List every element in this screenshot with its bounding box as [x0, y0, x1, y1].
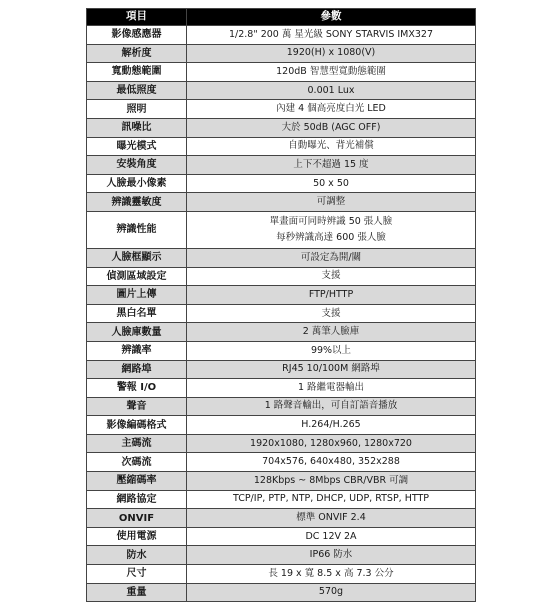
- spec-label: 訊噪比: [87, 118, 187, 137]
- header-item: 項目: [87, 9, 187, 26]
- spec-value: [187, 434, 476, 453]
- spec-value-line: 長 19 x 寬 8.5 x 高 7.3 公分: [268, 567, 394, 579]
- spec-value-line: DC 12V 2A: [305, 530, 357, 542]
- spec-value-line: RJ45 10/100M 網路埠: [282, 363, 380, 375]
- table-row: [87, 211, 476, 248]
- spec-value-line: 每秒辨識高達 600 張人臉: [276, 231, 386, 243]
- spec-value-line: 1 路聲音輸出，可自訂語音播放: [264, 400, 398, 412]
- spec-label: 影像感應器: [87, 26, 187, 45]
- spec-label: 辨識靈敏度: [87, 193, 187, 212]
- spec-value-line: 支援: [321, 307, 341, 319]
- spec-value-line: 570g: [318, 586, 344, 598]
- spec-value-line: 內建 4 個高亮度白光 LED: [276, 103, 386, 115]
- table-row: [87, 527, 476, 546]
- spec-value-line: 50 x 50: [313, 177, 349, 189]
- spec-value: [187, 341, 476, 360]
- spec-label: 人臉庫數量: [87, 323, 187, 342]
- table-row: [87, 323, 476, 342]
- spec-label: 偵測區域設定: [87, 267, 187, 286]
- spec-value-line: 704x576, 640x480, 352x288: [262, 456, 400, 468]
- spec-label: 使用電源: [87, 527, 187, 546]
- spec-value-line: H.264/H.265: [301, 419, 361, 431]
- spec-value-line: 128Kbps ~ 8Mbps CBR/VBR 可調: [253, 474, 409, 486]
- spec-label: 重量: [87, 583, 187, 602]
- spec-value-line: 支援: [321, 270, 341, 282]
- table-row: [87, 286, 476, 305]
- spec-value-line: 99%以上: [310, 344, 352, 356]
- spec-label: 壓縮碼率: [87, 472, 187, 491]
- table-row: [87, 156, 476, 175]
- table-row: [87, 44, 476, 63]
- spec-value-line: 1920(H) x 1080(V): [286, 47, 376, 59]
- spec-value-line: 單畫面可同時辨識 50 張人臉: [269, 215, 393, 227]
- spec-label: 人臉框顯示: [87, 248, 187, 267]
- spec-value: [187, 527, 476, 546]
- spec-value: [187, 360, 476, 379]
- spec-label: 網路埠: [87, 360, 187, 379]
- spec-label: 尺寸: [87, 565, 187, 584]
- spec-value: [187, 156, 476, 175]
- table-row: [87, 100, 476, 119]
- spec-value: [187, 286, 476, 305]
- spec-value: [187, 304, 476, 323]
- spec-value-line: FTP/HTTP: [308, 288, 354, 300]
- spec-value-line: 2 萬筆人臉庫: [302, 326, 360, 338]
- spec-value-line: 大於 50dB (AGC OFF): [281, 121, 381, 133]
- spec-value: [187, 26, 476, 45]
- spec-label: 黑白名單: [87, 304, 187, 323]
- spec-label: 照明: [87, 100, 187, 119]
- spec-value-line: 標準 ONVIF 2.4: [296, 512, 366, 524]
- spec-value: [187, 137, 476, 156]
- table-row: [87, 509, 476, 528]
- table-row: [87, 546, 476, 565]
- spec-value: [187, 416, 476, 435]
- spec-value-line: TCP/IP, PTP, NTP, DHCP, UDP, RTSP, HTTP: [232, 493, 430, 505]
- spec-label: 解析度: [87, 44, 187, 63]
- table-row: [87, 397, 476, 416]
- table-row: [87, 583, 476, 602]
- spec-value-line: 1920x1080, 1280x960, 1280x720: [250, 437, 412, 449]
- spec-value: [187, 583, 476, 602]
- spec-value-line: IP66 防水: [309, 549, 353, 561]
- table-row: [87, 118, 476, 137]
- table-row: [87, 267, 476, 286]
- table-row: [87, 565, 476, 584]
- spec-value: [187, 509, 476, 528]
- spec-label: 警報 I/O: [87, 379, 187, 398]
- spec-label: 聲音: [87, 397, 187, 416]
- spec-label: 人臉最小像素: [87, 174, 187, 193]
- header-row: [87, 9, 476, 26]
- spec-value: [187, 397, 476, 416]
- spec-label: 曝光模式: [87, 137, 187, 156]
- table-row: [87, 453, 476, 472]
- spec-label: 寬動態範圍: [87, 63, 187, 82]
- spec-value: [187, 193, 476, 212]
- spec-value-line: 0.001 Lux: [307, 84, 355, 96]
- spec-value: [187, 267, 476, 286]
- spec-value: [187, 546, 476, 565]
- spec-value: [187, 323, 476, 342]
- spec-value-line: 1 路繼電器輸出: [297, 381, 365, 393]
- spec-label: 安裝角度: [87, 156, 187, 175]
- spec-label: ONVIF: [87, 509, 187, 528]
- spec-value-line: 可設定為開/關: [300, 251, 362, 263]
- spec-value: [187, 118, 476, 137]
- spec-value: [187, 211, 476, 248]
- spec-label: 防水: [87, 546, 187, 565]
- spec-value: [187, 81, 476, 100]
- spec-body: [87, 26, 476, 602]
- spec-value: [187, 174, 476, 193]
- table-row: [87, 174, 476, 193]
- spec-label: 辨識率: [87, 341, 187, 360]
- table-row: [87, 193, 476, 212]
- spec-label: 辨識性能: [87, 211, 187, 248]
- spec-value-line: 可調整: [316, 196, 346, 208]
- table-row: [87, 341, 476, 360]
- spec-value: [187, 100, 476, 119]
- spec-value-line: 120dB 智慧型寬動態範圍: [276, 65, 386, 77]
- spec-value-line: 1/2.8" 200 萬 星光級 SONY STARVIS IMX327: [228, 28, 434, 40]
- spec-value-line: 自動曝光、背光補償: [288, 140, 374, 152]
- spec-label: 次碼流: [87, 453, 187, 472]
- table-row: [87, 490, 476, 509]
- spec-value: [187, 44, 476, 63]
- spec-value: [187, 490, 476, 509]
- spec-table: [86, 8, 476, 602]
- header-param: 參數: [187, 9, 476, 26]
- table-row: [87, 434, 476, 453]
- spec-label: 圖片上傳: [87, 286, 187, 305]
- table-row: [87, 26, 476, 45]
- table-row: [87, 379, 476, 398]
- table-row: [87, 63, 476, 82]
- spec-value: [187, 63, 476, 82]
- table-row: [87, 248, 476, 267]
- spec-value: [187, 472, 476, 491]
- spec-label: 最低照度: [87, 81, 187, 100]
- spec-value-line: 上下不超過 15 度: [293, 158, 369, 170]
- spec-value: [187, 565, 476, 584]
- table-row: [87, 81, 476, 100]
- spec-value: [187, 453, 476, 472]
- table-row: [87, 304, 476, 323]
- spec-label: 影像編碼格式: [87, 416, 187, 435]
- table-row: [87, 137, 476, 156]
- spec-value: [187, 248, 476, 267]
- table-row: [87, 472, 476, 491]
- spec-value: [187, 379, 476, 398]
- spec-label: 網路協定: [87, 490, 187, 509]
- spec-label: 主碼流: [87, 434, 187, 453]
- table-row: [87, 360, 476, 379]
- table-row: [87, 416, 476, 435]
